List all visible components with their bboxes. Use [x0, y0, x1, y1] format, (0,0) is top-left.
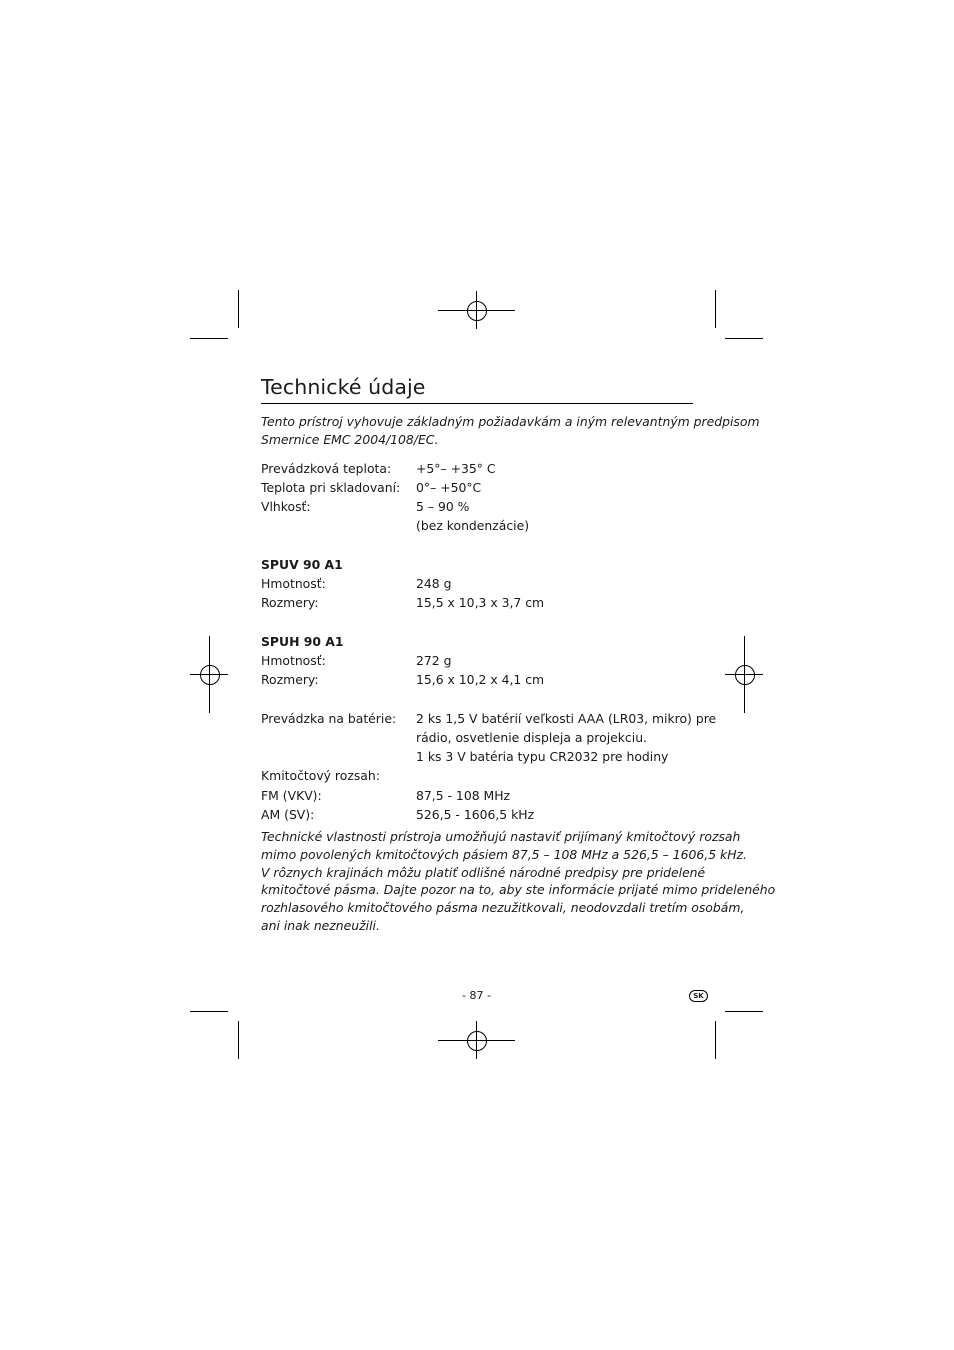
spec-value: 15,6 x 10,2 x 4,1 cm — [416, 672, 545, 687]
spec-label: Prevádzka na batérie: — [261, 711, 397, 726]
spec-value: (bez kondenzácie) — [416, 518, 530, 533]
spec-value: +5°– +35° C — [416, 461, 496, 476]
spec-label: Hmotnosť: — [261, 576, 326, 591]
spec-value: 272 g — [416, 653, 452, 668]
page-number: - 87 - — [462, 989, 491, 1002]
notice-paragraph: Technické vlastnosti prístroja umožňujú nastaviť prijímaný kmitočtový rozsah mimo povolených kmitočtových pásiem 87,5 – 108 MHz a 526,5 – 1606,5 kHz. V rôznych krajinách môžu platiť odlišné národné predpisy pre pridelené kmitočtové pásma. Dajte pozor na to, aby ste informácie prijaté mimo prideleného rozhlasového kmitočtového pásma nezužitkovali, neodovzdali tretím osobám, ani inak nezneužili. — [261, 829, 776, 933]
spec-value: 15,5 x 10,3 x 3,7 cm — [416, 595, 545, 610]
spec-label: AM (SV): — [261, 807, 315, 822]
spec-value: 0°– +50°C — [416, 480, 482, 495]
spec-value: 87,5 - 108 MHz — [416, 788, 511, 803]
spec-value: 2 ks 1,5 V batérií veľkosti AAA (LR03, mikro) pre — [416, 711, 717, 726]
spec-label: Rozmery: — [261, 672, 319, 687]
model-heading: SPUH 90 A1 — [261, 634, 344, 649]
intro-paragraph: Tento prístroj vyhovuje základným požiadavkám a iným relevantným predpisom Smernice EMC 2004/108/EC. — [261, 414, 760, 447]
spec-value: 248 g — [416, 576, 452, 591]
spec-label: Prevádzková teplota: — [261, 461, 392, 476]
title-rule — [261, 403, 693, 404]
spec-label: Hmotnosť: — [261, 653, 326, 668]
language-badge: SK — [689, 990, 708, 1002]
spec-value: 5 – 90 % — [416, 499, 470, 514]
page-title: Technické údaje — [261, 375, 426, 399]
spec-label: Vlhkosť: — [261, 499, 311, 514]
spec-label: Rozmery: — [261, 595, 319, 610]
spec-value: rádio, osvetlenie displeja a projekciu. — [416, 730, 647, 745]
spec-label: FM (VKV): — [261, 788, 322, 803]
spec-value: 526,5 - 1606,5 kHz — [416, 807, 535, 822]
spec-label: Teplota pri skladovaní: — [261, 480, 401, 495]
spec-value: 1 ks 3 V batéria typu CR2032 pre hodiny — [416, 749, 669, 764]
model-heading: SPUV 90 A1 — [261, 557, 343, 572]
spec-label: Kmitočtový rozsah: — [261, 768, 380, 783]
